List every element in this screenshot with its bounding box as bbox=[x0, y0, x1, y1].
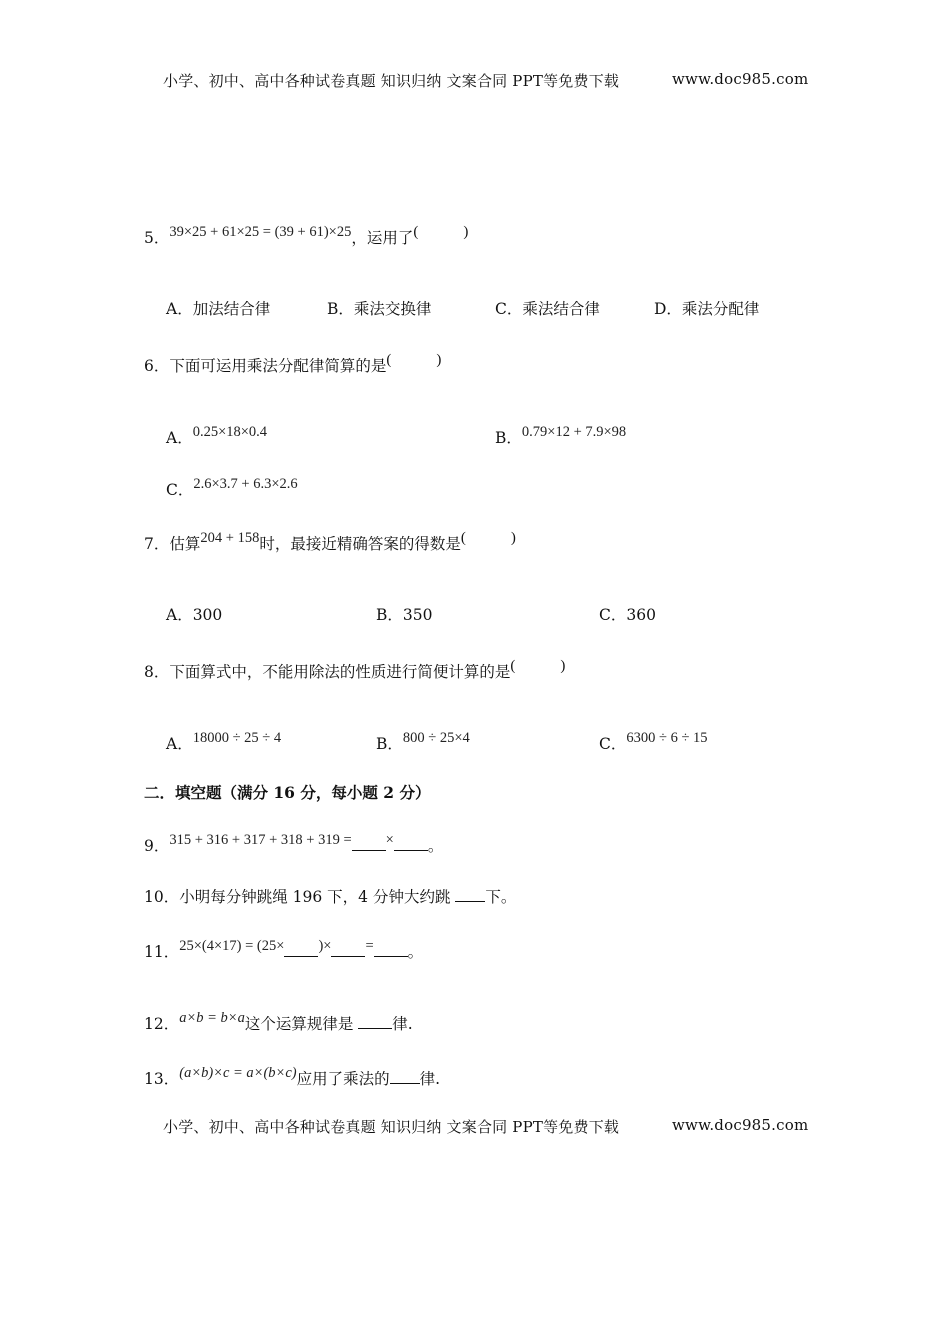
punctuation: 。 bbox=[407, 943, 424, 961]
math-expression: 204 + 158 bbox=[200, 530, 260, 546]
question-text: 小明每分钟跳绳 196 下，4 分钟大约跳 bbox=[179, 888, 456, 906]
option-b[interactable] bbox=[376, 732, 470, 754]
option-c[interactable] bbox=[166, 478, 298, 500]
question-number: 11． bbox=[144, 943, 180, 961]
question-8 bbox=[144, 660, 565, 682]
answer-paren: ( ) bbox=[460, 530, 516, 546]
math-expression: 2.6×3.7 + 6.3×2.6 bbox=[193, 476, 298, 492]
answer-blank[interactable] bbox=[394, 836, 428, 851]
header-url[interactable]: www.doc985.com bbox=[672, 70, 809, 88]
option-c[interactable]: C．乘法结合律 bbox=[495, 300, 600, 318]
answer-blank[interactable] bbox=[358, 1014, 392, 1029]
option-b[interactable]: B．350 bbox=[376, 606, 433, 624]
option-label: B． bbox=[376, 735, 403, 753]
math-expression: 0.25×18×0.4 bbox=[192, 424, 268, 440]
option-c[interactable]: C．360 bbox=[599, 606, 656, 624]
option-b[interactable]: B．乘法交换律 bbox=[327, 300, 432, 318]
question-12 bbox=[144, 1012, 413, 1034]
header-text: 小学、初中、高中各种试卷真题 知识归纳 文案合同 PPT等免费下载 bbox=[163, 72, 620, 90]
section-title: 二．填空题（满分 16 分，每小题 2 分） bbox=[144, 783, 431, 802]
option-a[interactable]: A．300 bbox=[166, 606, 223, 624]
question-number: 8． bbox=[144, 663, 170, 681]
question-text: 估算 bbox=[169, 535, 201, 553]
option-c[interactable] bbox=[599, 732, 708, 754]
option-b[interactable] bbox=[495, 426, 626, 448]
question-text: 下。 bbox=[485, 888, 517, 906]
option-a[interactable] bbox=[166, 732, 281, 754]
option-label: A． bbox=[166, 429, 193, 447]
answer-paren: ( ) bbox=[386, 352, 442, 368]
question-text: 下面可运用乘法分配律简算的是 bbox=[169, 357, 387, 375]
math-expression: 315 + 316 + 317 + 318 + 319 = bbox=[169, 832, 352, 848]
question-7 bbox=[144, 532, 516, 554]
times-sign: × bbox=[385, 832, 394, 848]
question-9 bbox=[144, 834, 443, 856]
question-10 bbox=[144, 885, 516, 907]
question-number: 7． bbox=[144, 535, 170, 553]
question-text: 这个运算规律是 bbox=[244, 1015, 359, 1033]
punctuation: 。 bbox=[427, 837, 444, 855]
math-expression: 39×25 + 61×25 = (39 + 61)×25 bbox=[169, 224, 352, 240]
page-header bbox=[163, 70, 619, 91]
answer-blank[interactable] bbox=[352, 836, 386, 851]
question-text: 律. bbox=[392, 1015, 413, 1033]
math-expression: 25×(4×17) = (25× bbox=[179, 938, 285, 954]
math-expression: a×b = b×a bbox=[179, 1010, 245, 1026]
math-expression: )× bbox=[318, 938, 332, 954]
math-expression: 0.79×12 + 7.9×98 bbox=[521, 424, 627, 440]
question-6 bbox=[144, 354, 441, 376]
math-expression: 6300 ÷ 6 ÷ 15 bbox=[626, 730, 708, 746]
answer-blank[interactable] bbox=[374, 942, 408, 957]
question-13 bbox=[144, 1067, 440, 1089]
option-label: A． bbox=[166, 735, 193, 753]
answer-blank[interactable] bbox=[331, 942, 365, 957]
question-number: 5． bbox=[144, 229, 170, 247]
answer-blank[interactable] bbox=[455, 887, 485, 902]
equals-sign: = bbox=[365, 938, 374, 954]
question-number: 12． bbox=[144, 1015, 180, 1033]
option-label: B． bbox=[495, 429, 522, 447]
question-text: ，运用了 bbox=[351, 229, 414, 247]
option-a[interactable]: A．加法结合律 bbox=[166, 300, 271, 318]
page-footer bbox=[163, 1116, 619, 1137]
option-a[interactable] bbox=[166, 426, 267, 448]
option-d[interactable]: D．乘法分配律 bbox=[654, 300, 760, 318]
math-expression: (a×b)×c = a×(b×c) bbox=[179, 1065, 297, 1081]
footer-url[interactable]: www.doc985.com bbox=[672, 1116, 809, 1134]
answer-blank[interactable] bbox=[284, 942, 318, 957]
question-number: 9． bbox=[144, 837, 170, 855]
answer-paren: ( ) bbox=[413, 224, 469, 240]
question-number: 10． bbox=[144, 888, 180, 906]
question-text: 应用了乘法的 bbox=[296, 1070, 390, 1088]
question-text: 律. bbox=[419, 1070, 441, 1088]
answer-paren: ( ) bbox=[510, 658, 566, 674]
question-text: 时，最接近精确答案的得数是 bbox=[259, 535, 461, 553]
footer-text: 小学、初中、高中各种试卷真题 知识归纳 文案合同 PPT等免费下载 bbox=[163, 1118, 620, 1136]
option-label: C． bbox=[166, 481, 194, 499]
math-expression: 800 ÷ 25×4 bbox=[402, 730, 470, 746]
question-number: 13． bbox=[144, 1070, 180, 1088]
answer-blank[interactable] bbox=[390, 1069, 420, 1084]
option-label: C． bbox=[599, 735, 627, 753]
question-number: 6． bbox=[144, 357, 170, 375]
question-11 bbox=[144, 940, 423, 962]
question-text: 下面算式中，不能用除法的性质进行简便计算的是 bbox=[169, 663, 511, 681]
math-expression: 18000 ÷ 25 ÷ 4 bbox=[192, 730, 282, 746]
question-5 bbox=[144, 226, 468, 248]
